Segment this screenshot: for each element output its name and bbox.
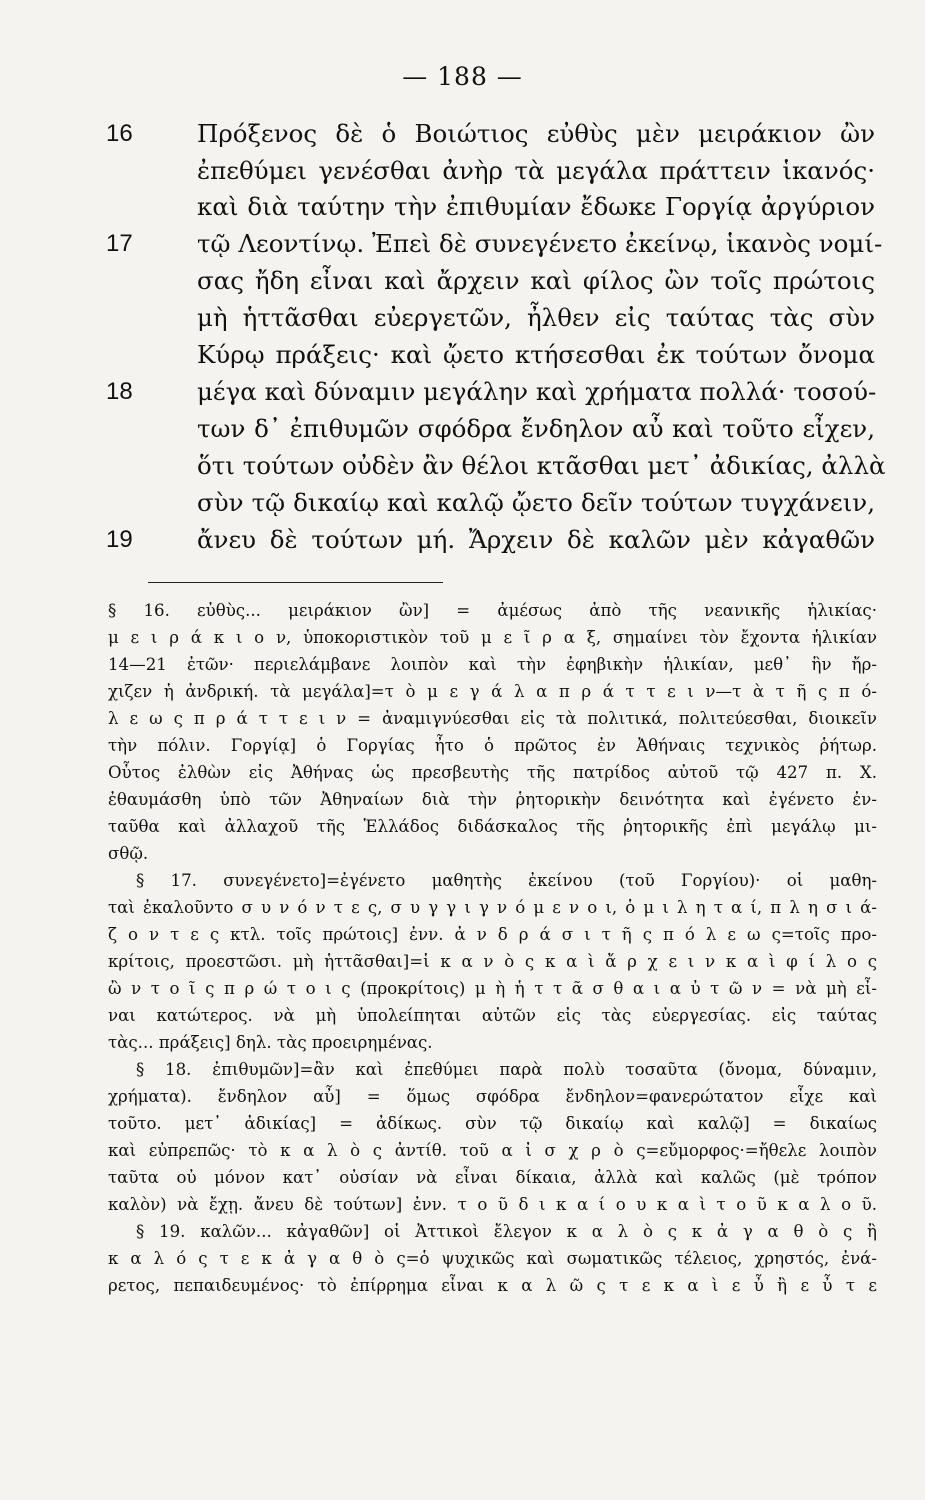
note-line: καλὸν) νὰ ἔχῃ. ἄνευ δὲ τούτων] ἐνν. τ ο ῦ δ ι κ α ί ο υ κ α ὶ τ ο ῦ κ α λ ο ῦ. xyxy=(108,1195,877,1214)
text-line: ἄνευ δὲ τούτων μή. Ἄρχειν δὲ καλῶν μὲν κἀγαθῶν xyxy=(197,525,875,554)
text-line: ὅτι τούτων οὐδὲν ἂν θέλοι κτᾶσθαι μετ᾽ ἀδικίας, ἀλλὰ xyxy=(197,451,886,480)
note-line: κ α λ ό ς τ ε κ ἀ γ α θ ὸ ς=ὁ ψυχικῶς καὶ σωματικῶς τέλειος, χρηστός, ἐνά- xyxy=(108,1249,877,1268)
note-line: λ ε ω ς π ρ ά τ τ ε ι ν = ἀναμιγνύεσθαι εἰς τὰ πολιτικά, πολιτεύεσθαι, διοικεῖν xyxy=(108,709,877,728)
note-line: καὶ εὐπρεπῶς· τὸ κ α λ ὸ ς ἀντίθ. τοῦ α ἰ σ χ ρ ὸ ς=εὔμορφος·=ἤθελε λοιπὸν xyxy=(108,1141,877,1160)
note-line: § 17. συνεγένετο]=ἐγένετο μαθητὴς ἐκείνου (τοῦ Γοργίου)· οἱ μαθη- xyxy=(136,871,877,890)
section-number: 16 xyxy=(106,120,133,147)
note-line: ζ ο ν τ ε ς κτλ. τοῖς πρώτοις] ἐνν. ἀ ν δ ρ ά σ ι τ ῆ ς π ό λ ε ω ς=τοῖς προ- xyxy=(108,925,877,944)
note-line: ταὶ ἐκαλοῦντο σ υ ν ό ν τ ε ς, σ υ γ γ ι γ ν ό μ ε ν ο ι, ὁ μ ι λ η τ α ί, π λ η σ ι ά- xyxy=(108,898,877,917)
text-line: Κύρῳ πράξεις· καὶ ᾤετο κτήσεσθαι ἐκ τούτων ὄνομα xyxy=(197,340,875,369)
note-line: 14—21 ἐτῶν· περιελάμβανε λοιπὸν καὶ τὴν ἐφηβικὴν ἡλικίαν, μεθ᾽ ἣν ἤρ- xyxy=(108,655,877,674)
note-line: σθῷ. xyxy=(108,844,149,863)
section-number: 19 xyxy=(106,526,133,553)
note-line: κρίτοις, προεστῶσι. μὴ ἡττᾶσθαι]=ἱ κ α ν ὸ ς κ α ὶ ἄ ρ χ ε ι ν κ α ὶ φ ί λ ο ς xyxy=(108,952,877,971)
note-line: τὰς... πράξεις] δηλ. τὰς προειρημένας. xyxy=(108,1033,433,1052)
note-line: μ ε ι ρ ά κ ι ο ν, ὑποκοριστικὸν τοῦ μ ε ῖ ρ α ξ, σημαίνει τὸν ἔχοντα ἡλικίαν xyxy=(108,628,877,647)
note-line: χρήματα). ἔνδηλον αὖ] = ὅμως σφόδρα ἔνδηλον=φανερώτατον εἶχε καὶ xyxy=(108,1087,877,1106)
note-line: ταῦθα καὶ ἀλλαχοῦ τῆς Ἑλλάδος διδάσκαλος τῆς ῥητορικῆς ἐπὶ μεγάλῳ μι- xyxy=(108,817,877,836)
note-line: τοῦτο. μετ᾽ ἀδικίας] = ἀδίκως. σὺν τῷ δικαίῳ καὶ καλῷ] = δικαίως xyxy=(108,1114,877,1133)
note-line: § 18. ἐπιθυμῶν]=ἂν καὶ ἐπεθύμει παρὰ πολὺ τοσαῦτα (ὄνομα, δύναμιν, xyxy=(136,1060,877,1079)
note-line: Οὗτος ἐλθὼν εἰς Ἀθήνας ὡς πρεσβευτὴς τῆς πατρίδος αὐτοῦ τῷ 427 π. Χ. xyxy=(108,763,877,782)
note-line: ἐθαυμάσθη ὑπὸ τῶν Ἀθηναίων διὰ τὴν ῥητορικὴν δεινότητα καὶ ἐγένετο ἐν- xyxy=(108,790,877,809)
text-line: ἐπεθύμει γενέσθαι ἀνὴρ τὰ μεγάλα πράττειν ἱκανός· xyxy=(197,156,875,185)
note-line: ταῦτα οὐ μόνον κατ᾽ οὐσίαν νὰ εἶναι δίκαια, ἀλλὰ καὶ καλῶς (μὲ τρόπον xyxy=(108,1168,877,1187)
text-line: τῷ Λεοντίνῳ. Ἐπεὶ δὲ συνεγένετο ἐκείνῳ, ἱκανὸς νομί- xyxy=(197,229,883,258)
text-line: σας ἤδη εἶναι καὶ ἄρχειν καὶ φίλος ὢν τοῖς πρώτοις xyxy=(197,266,875,295)
note-line: § 19. καλῶν... κἀγαθῶν] οἱ Ἀττικοὶ ἔλεγον κ α λ ὸ ς κ ἀ γ α θ ὸ ς ἢ xyxy=(136,1222,877,1241)
note-line: ναι κατώτερος. νὰ μὴ ὑπολείπηται αὐτῶν εἰς τὰς εὐεργεσίας. εἰς ταύτας xyxy=(108,1006,877,1025)
text-line: σὺν τῷ δικαίῳ καὶ καλῷ ᾤετο δεῖν τούτων τυγχάνειν, xyxy=(197,488,875,517)
note-line: τὴν πόλιν. Γοργίᾳ] ὁ Γοργίας ἦτο ὁ πρῶτος ἐν Ἀθήναις τεχνικὸς ῥήτωρ. xyxy=(108,736,877,755)
text-line: μὴ ἡττᾶσθαι εὐεργετῶν, ἦλθεν εἰς ταύτας τὰς σὺν xyxy=(197,303,875,332)
note-line: § 16. εὐθὺς... μειράκιον ὢν] = ἀμέσως ἀπὸ τῆς νεανικῆς ἡλικίας· xyxy=(108,601,877,620)
note-line: ὢ ν τ ο ῖ ς π ρ ώ τ ο ι ς (προκρίτοις) μ ὴ ἡ τ τ ᾶ σ θ α ι α ὐ τ ῶ ν = νὰ μὴ εἶ- xyxy=(108,979,877,998)
text-line: μέγα καὶ δύναμιν μεγάλην καὶ χρήματα πολλά· τοσού- xyxy=(197,377,877,406)
text-line: καὶ διὰ ταύτην τὴν ἐπιθυμίαν ἔδωκε Γοργίᾳ ἀργύριον xyxy=(197,192,875,221)
footnote-divider xyxy=(148,582,443,583)
note-line: ρετος, πεπαιδευμένος· τὸ ἐπίρρημα εἶναι κ α λ ῶ ς τ ε κ α ὶ ε ὖ ἢ ε ὖ τ ε xyxy=(108,1276,877,1295)
text-line: των δ᾽ ἐπιθυμῶν σφόδρα ἔνδηλον αὖ καὶ τοῦτο εἶχεν, xyxy=(197,414,875,443)
page-number: — 188 — xyxy=(402,62,523,91)
text-line: Πρόξενος δὲ ὁ Βοιώτιος εὐθὺς μὲν μειράκιον ὢν xyxy=(197,119,875,148)
section-number: 17 xyxy=(106,230,133,257)
section-number: 18 xyxy=(106,378,133,405)
note-line: χιζεν ἡ ἀνδρική. τὰ μεγάλα]=τ ὸ μ ε γ ά λ α π ρ ά τ τ ε ι ν—τ ὰ τ ῆ ς π ό- xyxy=(108,682,877,701)
